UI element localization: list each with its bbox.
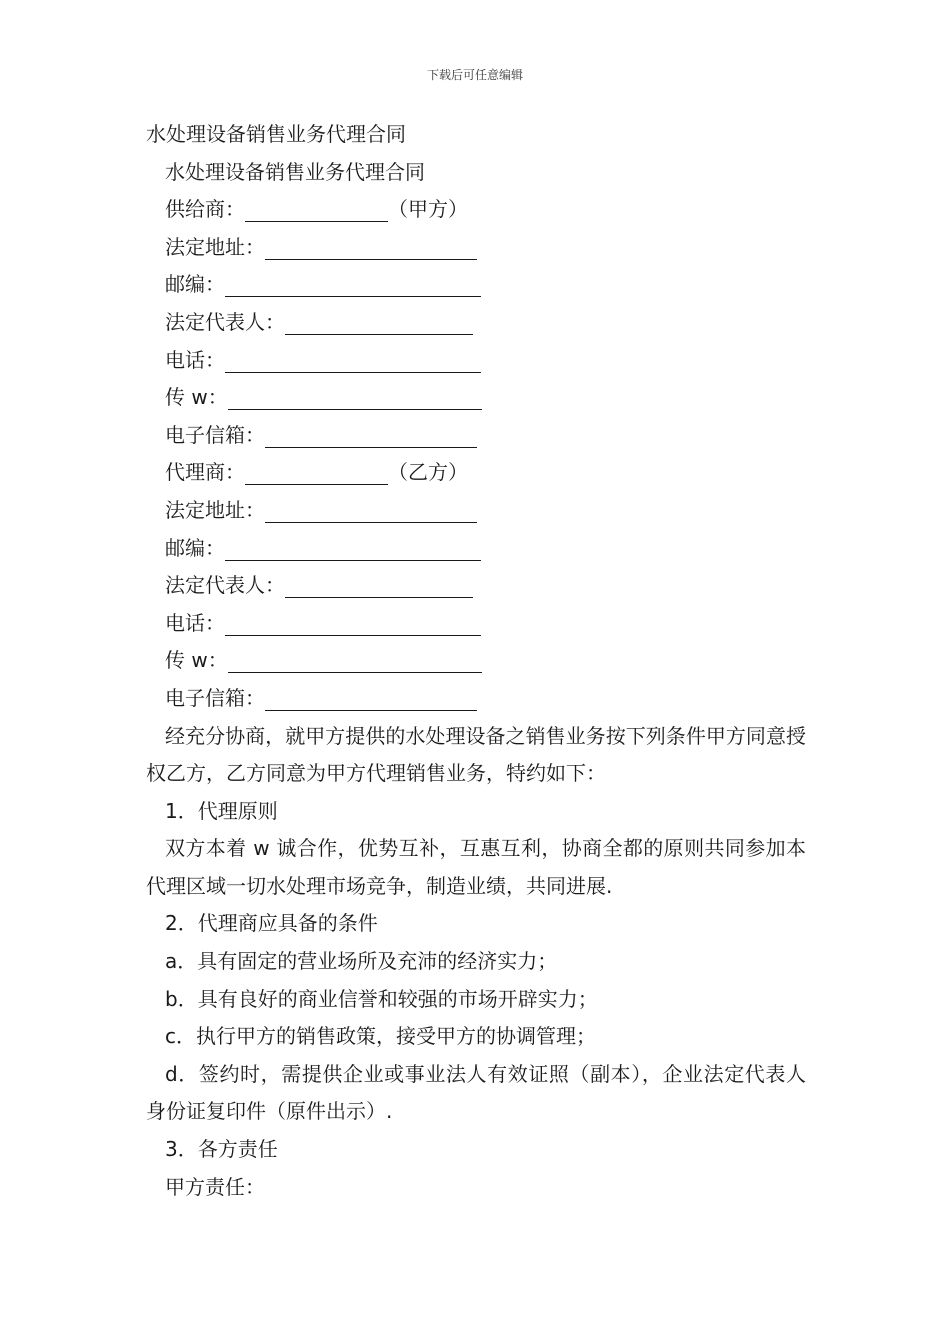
agent-fax-row — [146, 642, 806, 680]
section2-item-d: d．签约时，需提供企业或事业法人有效证照（副本），企业法定代表人身份证复印件（原件出示）. — [146, 1061, 806, 1124]
supplier-phone-field[interactable] — [225, 348, 481, 373]
supplier-name-field[interactable] — [245, 197, 388, 222]
supplier-email-row — [146, 417, 806, 455]
section2-heading: 2．代理商应具备的条件 — [165, 911, 378, 936]
section3-party-a-label: 甲方责任： — [165, 1174, 265, 1199]
supplier-rep-label: 法定代表人： — [165, 309, 285, 334]
supplier-role: （甲方） — [388, 197, 468, 222]
supplier-phone-row — [146, 342, 806, 380]
supplier-address-row — [146, 229, 806, 267]
agent-address-row — [146, 492, 806, 530]
supplier-rep-field[interactable] — [285, 310, 473, 335]
agent-address-label: 法定地址： — [165, 497, 265, 522]
section2-item-a: a．具有固定的营业场所及充沛的经济实力； — [165, 949, 558, 974]
supplier-fax-label: 传 w： — [165, 385, 228, 410]
agent-address-field[interactable] — [265, 498, 477, 523]
supplier-phone-label: 电话： — [165, 347, 225, 372]
agent-phone-row — [146, 605, 806, 643]
supplier-name-label: 供给商： — [165, 197, 245, 222]
supplier-email-label: 电子信箱： — [165, 422, 265, 447]
agent-postcode-field[interactable] — [225, 536, 481, 561]
supplier-fax-field[interactable] — [228, 385, 482, 410]
agent-postcode-label: 邮编： — [165, 535, 225, 560]
supplier-rep-row — [146, 304, 806, 342]
supplier-name-row — [146, 191, 806, 229]
agent-name-row — [146, 454, 806, 492]
agent-rep-label: 法定代表人： — [165, 573, 285, 598]
supplier-postcode-label: 邮编： — [165, 272, 225, 297]
header-note: 下载后可任意编辑 — [426, 68, 523, 82]
section2-item-b: b．具有良好的商业信誉和较强的市场开辟实力； — [165, 986, 598, 1011]
supplier-email-field[interactable] — [265, 423, 477, 448]
agent-phone-field[interactable] — [225, 611, 481, 636]
supplier-postcode-field[interactable] — [225, 272, 481, 297]
section1-text: 双方本着 w 诚合作，优势互补，互惠互利，协商全都的原则共同参加本代理区域一切水处理市场竞争，制造业绩，共同进展. — [146, 836, 806, 898]
supplier-address-field[interactable] — [265, 235, 477, 260]
agent-phone-label: 电话： — [165, 610, 225, 635]
supplier-fax-row — [146, 379, 806, 417]
agent-rep-field[interactable] — [285, 573, 473, 598]
agent-rep-row — [146, 567, 806, 605]
document-subtitle: 水处理设备销售业务代理合同 — [165, 159, 425, 184]
agent-fax-field[interactable] — [228, 648, 482, 673]
document-title: 水处理设备销售业务代理合同 — [146, 122, 406, 146]
agent-postcode-row — [146, 530, 806, 568]
agent-email-field[interactable] — [265, 686, 477, 711]
agent-name-field[interactable] — [245, 460, 388, 485]
agent-fax-label: 传 w： — [165, 648, 228, 673]
agent-role: （乙方） — [388, 460, 468, 485]
section1-heading: 1．代理原则 — [165, 798, 278, 823]
agent-email-label: 电子信箱： — [165, 685, 265, 710]
section3-heading: 3．各方责任 — [165, 1137, 278, 1162]
supplier-address-label: 法定地址： — [165, 234, 265, 259]
agent-email-row — [146, 680, 806, 718]
supplier-postcode-row — [146, 266, 806, 304]
intro-paragraph: 经充分协商，就甲方提供的水处理设备之销售业务按下列条件甲方同意授权乙方，乙方同意为甲方代理销售业务，特约如下： — [146, 723, 806, 786]
section2-item-c: c．执行甲方的销售政策，接受甲方的协调管理； — [165, 1024, 596, 1049]
contract-document — [146, 116, 806, 1206]
agent-name-label: 代理商： — [165, 460, 245, 485]
